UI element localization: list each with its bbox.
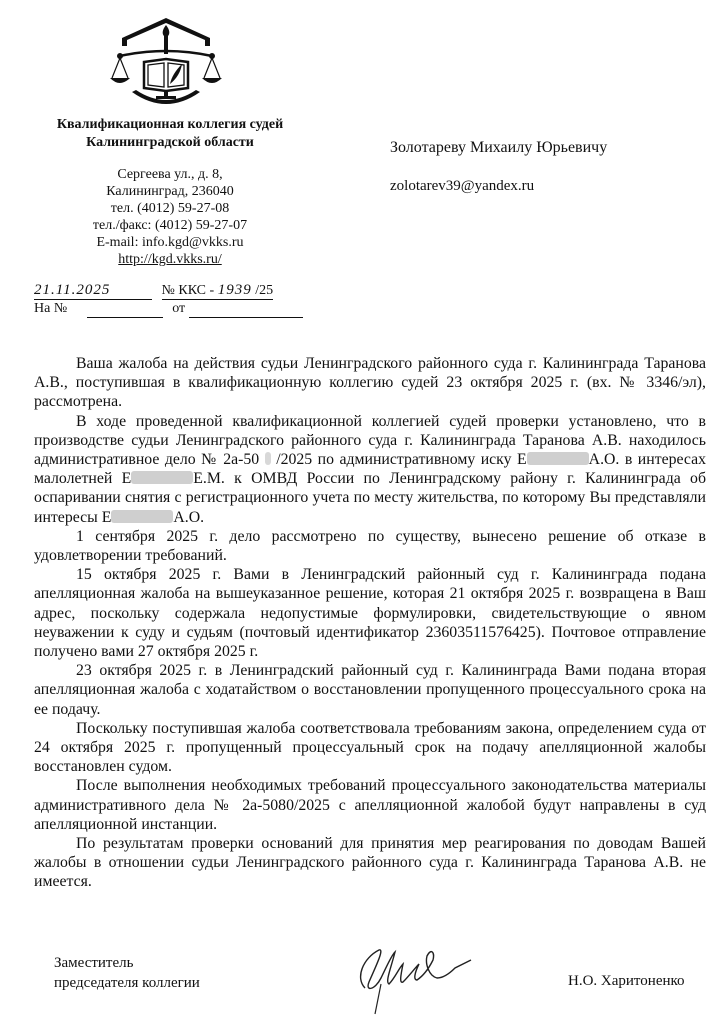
registration-number: 1939 xyxy=(217,282,252,298)
paragraph-3: 1 сентября 2025 г. дело рассмотрено по существу, вынесено решение об отказе в удовлетворении требований. xyxy=(34,527,706,565)
paragraph-6: Поскольку поступившая жалоба соответствовала требованиям закона, определением суда от 24 октября 2025 г. пропущенный процессуальный срок на подачу апелляционной жалобы восстановлен судом. xyxy=(34,719,706,776)
paragraph-2 xyxy=(34,412,706,527)
reply-reference-line xyxy=(34,301,303,318)
recipient-name: Золотареву Михаилу Юрьевичу xyxy=(390,139,608,156)
website-link[interactable]: http://kgd.vkks.ru/ xyxy=(118,252,222,267)
reply-to-label: На № xyxy=(34,301,68,316)
signatory-title-line-1: Заместитель xyxy=(54,955,134,971)
paragraph-7: После выполнения необходимых требований процессуального законодательства материалы административного дела № 2а-5080/2025 с апелляционной жалобой будут направлены в суд апелляционной инстанции. xyxy=(34,777,706,833)
registration-number-prefix: № ККС - xyxy=(161,283,215,298)
p2-part-a: В ходе проведенной квалификационной коллегией судей проверки установлено, что в производстве судьи Ленинградского районного суда г. Калининграда Таранова А.В. находилось административное дело № 2а-50 xyxy=(34,412,706,469)
letter-body xyxy=(34,354,706,892)
address-line-1: Сергеева ул., д. 8, xyxy=(117,167,223,182)
redaction xyxy=(111,510,173,523)
p2-part-b: /2025 по административному иску Е xyxy=(276,451,527,469)
org-line-2: Калининградской области xyxy=(86,135,254,150)
redaction xyxy=(265,452,271,465)
p2-part-d: Е.М. к ОМВД России по Ленинградскому району г. Калининграда об оспаривании снятия с регистрационного учета по месту жительства, по которому Вы представляли интересы Е xyxy=(34,470,706,526)
from-label: от xyxy=(172,301,186,316)
org-line-1: Квалификационная коллегия судей xyxy=(56,117,284,132)
signatory-name: Н.О. Харитоненко xyxy=(568,973,685,989)
scales-book-emblem-icon xyxy=(110,16,222,108)
fax: тел./факс: (4012) 59-27-07 xyxy=(92,218,248,233)
paragraph-5: 23 октября 2025 г. в Ленинградский районный суд г. Калининграда Вами подана вторая апелляционная жалоба с ходатайством о восстановлении пропущенного процессуального срока на ее подачу. xyxy=(34,662,706,718)
reply-date-blank xyxy=(189,301,303,318)
reply-number-blank xyxy=(87,301,163,318)
redaction xyxy=(527,452,589,465)
registration-date: 21.11.2025 xyxy=(34,282,152,300)
redaction xyxy=(131,471,193,484)
signatory-title-line-2: председателя коллегии xyxy=(54,975,200,991)
paragraph-4: 15 октября 2025 г. Вами в Ленинградский районный суд г. Калининграда подана апелляционная жалоба на вышеуказанное решение, которая 21 октября 2025 г. возвращена в Ваш адрес, поскольку содержала недопустимые формулировки, свидетельствующие о явном неуважении к суду и судьям (почтовый идентификатор 23603511576425). Почтовое отправление получено вами 27 октября 2025 г. xyxy=(34,566,706,661)
p2-part-c: А.О. в интересах малолетней Е xyxy=(34,451,707,488)
p2-part-e: А.О. xyxy=(173,508,205,526)
registration-number-suffix: /25 xyxy=(255,283,274,298)
signatory-title xyxy=(54,953,200,993)
phone: тел. (4012) 59-27-08 xyxy=(110,201,230,216)
registration-line xyxy=(34,282,273,300)
org-email: E-mail: info.kgd@vkks.ru xyxy=(96,235,244,250)
handwritten-signature xyxy=(345,938,475,1016)
paragraph-1: Ваша жалоба на действия судьи Ленинградского районного суда г. Калининграда Таранова А.В., поступившая в квалификационную коллегию судей 23 октября 2025 г. (вх. № 3346/эл), рассмотрена. xyxy=(34,355,706,411)
address-line-2: Калининград, 236040 xyxy=(106,184,234,199)
paragraph-8: По результатам проверки оснований для принятия мер реагирования по доводам Вашей жалобы в отношении судьи Ленинградского районного суда г. Калининграда Таранова А.В. не имеется. xyxy=(34,835,706,891)
recipient-email: zolotarev39@yandex.ru xyxy=(390,178,535,194)
organization-address xyxy=(20,166,320,268)
organization-name xyxy=(20,116,320,152)
